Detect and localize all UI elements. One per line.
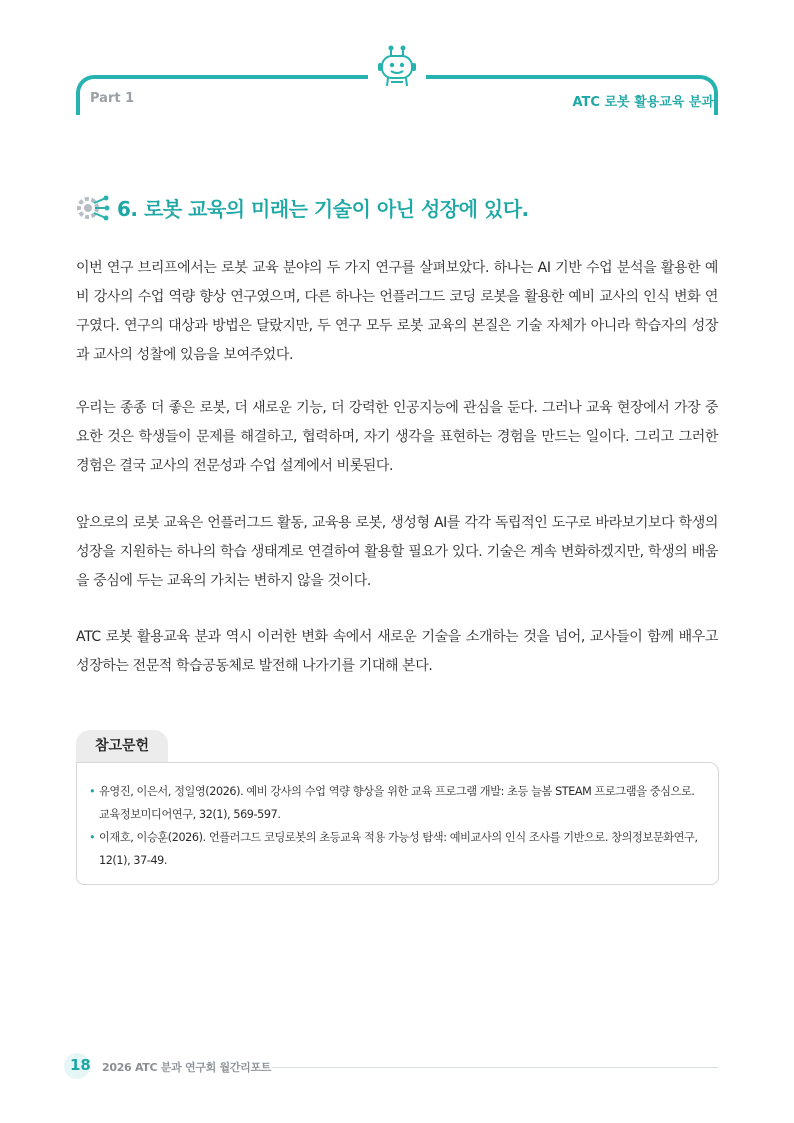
- gear-network-icon: [76, 193, 110, 227]
- bullet-icon: •: [89, 831, 96, 844]
- publication-title: 2026 ATC 분과 연구회 월간리포트: [102, 1061, 272, 1074]
- part-label: Part 1: [90, 91, 135, 106]
- references-title: 참고문헌: [76, 730, 168, 762]
- references-box: [76, 762, 719, 885]
- footer-divider: [272, 1067, 718, 1068]
- robot-icon: [375, 44, 419, 94]
- paragraph-1: 이번 연구 브리프에서는 로봇 교육 분야의 두 가지 연구를 살펴보았다. 하나는 AI 기반 수업 분석을 활용한 예비 강사의 수업 역량 향상 연구였으며, 다른 하나는 언플러그드 코딩 로봇을 활용한 예비 교사의 인식 변화 연구였다. 연구의 대상과 방법은 달랐지만, 두 연구 모두 로봇 교육의 본질은 기술 자체가 아니라 학습자의 성장과 교사의 성찰에 있음을 보여주었다.: [76, 260, 718, 363]
- paragraph-4: ATC 로봇 활용교육 분과 역시 이러한 변화 속에서 새로운 기술을 소개하는 것을 넘어, 교사들이 함께 배우고 성장하는 전문적 학습공동체로 발전해 나가기를 기대해 본다.: [76, 629, 718, 674]
- reference-item: • 이재호, 이승훈(2026). 언플러그드 코딩로봇의 초등교육 적용 가능성 탐색: 예비교사의 인식 조사를 기반으로. 창의정보문화연구, 12(1), 37-49.: [89, 826, 708, 872]
- paragraph-3: 앞으로의 로봇 교육은 언플러그드 활동, 교육용 로봇, 생성형 AI를 각각 독립적인 도구로 바라보기보다 학생의 성장을 지원하는 하나의 학습 생태계로 연결하여 활용할 필요가 있다. 기술은 계속 변화하겠지만, 학생의 배움을 중심에 두는 교육의 가치는 변하지 않을 것이다.: [76, 515, 718, 589]
- section-heading: 6. 로봇 교육의 미래는 기술이 아닌 성장에 있다.: [117, 197, 529, 221]
- bullet-icon: •: [89, 785, 96, 798]
- reference-item: • 유영진, 이은서, 정일영(2026). 예비 강사의 수업 역량 향상을 위한 교육 프로그램 개발: 초등 늘봄 STEAM 프로그램을 중심으로. 교육정보미디어연구, 32(1), 569-597.: [89, 780, 708, 826]
- page-number: 18: [70, 1056, 91, 1074]
- section-label: ATC 로봇 활용교육 분과: [572, 95, 714, 110]
- paragraph-2: 우리는 종종 더 좋은 로봇, 더 새로운 기능, 더 강력한 인공지능에 관심을 둔다. 그러나 교육 현장에서 가장 중요한 것은 학생들이 문제를 해결하고, 협력하며, 자기 생각을 표현하는 경험을 만드는 일이다. 그리고 그러한 경험은 결국 교사의 전문성과 수업 설계에서 비롯된다.: [76, 400, 718, 474]
